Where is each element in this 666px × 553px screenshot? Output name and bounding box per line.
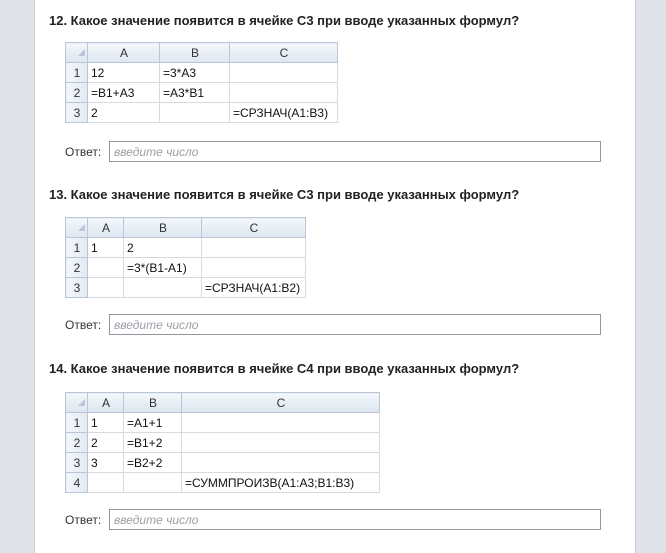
column-header-c: C	[182, 393, 380, 413]
cell-c1	[182, 413, 380, 433]
table-row	[66, 63, 338, 83]
cell-b2: =A3*B1	[160, 83, 230, 103]
table-row	[66, 103, 338, 123]
select-all-corner	[66, 393, 88, 413]
answer-label: Ответ:	[65, 513, 102, 527]
cell-a2: =B1+A3	[88, 83, 160, 103]
question-13	[49, 187, 519, 202]
row-header: 2	[66, 258, 88, 278]
cell-c2	[182, 433, 380, 453]
row-header: 1	[66, 238, 88, 258]
table-row	[66, 278, 306, 298]
cell-b4	[124, 473, 182, 493]
question-title: 13. Какое значение появится в ячейке C3 при вводе указанных формул?	[49, 187, 520, 202]
column-header-b: B	[124, 393, 182, 413]
row-header: 1	[66, 63, 88, 83]
table-row	[66, 83, 338, 103]
spreadsheet-table-12	[65, 42, 338, 123]
table-row	[66, 453, 380, 473]
cell-a3: 2	[88, 103, 160, 123]
cell-c3: =СРЗНАЧ(A1:B2)	[202, 278, 306, 298]
answer-label: Ответ:	[65, 318, 102, 332]
question-title: 14. Какое значение появится в ячейке C4 при вводе указанных формул?	[49, 361, 520, 376]
cell-b3	[124, 278, 202, 298]
row-header: 3	[66, 278, 88, 298]
cell-b3: =B2+2	[124, 453, 182, 473]
column-header-a: A	[88, 43, 160, 63]
select-all-corner	[66, 218, 88, 238]
cell-c2	[202, 258, 306, 278]
cell-a3	[88, 278, 124, 298]
spreadsheet-table-13	[65, 217, 306, 298]
cell-a1: 1	[88, 238, 124, 258]
cell-a2: 2	[88, 433, 124, 453]
column-header-row	[66, 218, 306, 238]
table-row	[66, 433, 380, 453]
column-header-b: B	[160, 43, 230, 63]
column-header-b: B	[124, 218, 202, 238]
row-header: 2	[66, 433, 88, 453]
cell-c2	[230, 83, 338, 103]
spreadsheet-table-14	[65, 392, 380, 493]
cell-b2: =3*(B1-A1)	[124, 258, 202, 278]
select-all-corner	[66, 43, 88, 63]
cell-c3	[182, 453, 380, 473]
table-row	[66, 473, 380, 493]
answer-input-14[interactable]	[109, 509, 601, 530]
column-header-c: C	[202, 218, 306, 238]
answer-input-13[interactable]	[109, 314, 601, 335]
column-header-a: A	[88, 393, 124, 413]
column-header-row	[66, 43, 338, 63]
question-14	[49, 361, 519, 376]
cell-a2	[88, 258, 124, 278]
answer-input-12[interactable]	[109, 141, 601, 162]
column-header-c: C	[230, 43, 338, 63]
cell-b1: 2	[124, 238, 202, 258]
table-row	[66, 258, 306, 278]
row-header: 4	[66, 473, 88, 493]
row-header: 3	[66, 453, 88, 473]
cell-c4: =СУММПРОИЗВ(A1:A3;B1:B3)	[182, 473, 380, 493]
cell-c1	[230, 63, 338, 83]
cell-a4	[88, 473, 124, 493]
cell-b3	[160, 103, 230, 123]
cell-a3: 3	[88, 453, 124, 473]
cell-c1	[202, 238, 306, 258]
row-header: 2	[66, 83, 88, 103]
column-header-row	[66, 393, 380, 413]
cell-b2: =B1+2	[124, 433, 182, 453]
cell-a1: 1	[88, 413, 124, 433]
table-row	[66, 413, 380, 433]
question-12	[49, 13, 519, 28]
test-page	[34, 0, 636, 553]
answer-label: Ответ:	[65, 145, 102, 159]
row-header: 3	[66, 103, 88, 123]
cell-c3: =СРЗНАЧ(A1:B3)	[230, 103, 338, 123]
column-header-a: A	[88, 218, 124, 238]
cell-b1: =A1+1	[124, 413, 182, 433]
table-row	[66, 238, 306, 258]
cell-b1: =3*A3	[160, 63, 230, 83]
cell-a1: 12	[88, 63, 160, 83]
question-title: 12. Какое значение появится в ячейке C3 при вводе указанных формул?	[49, 13, 520, 28]
row-header: 1	[66, 413, 88, 433]
